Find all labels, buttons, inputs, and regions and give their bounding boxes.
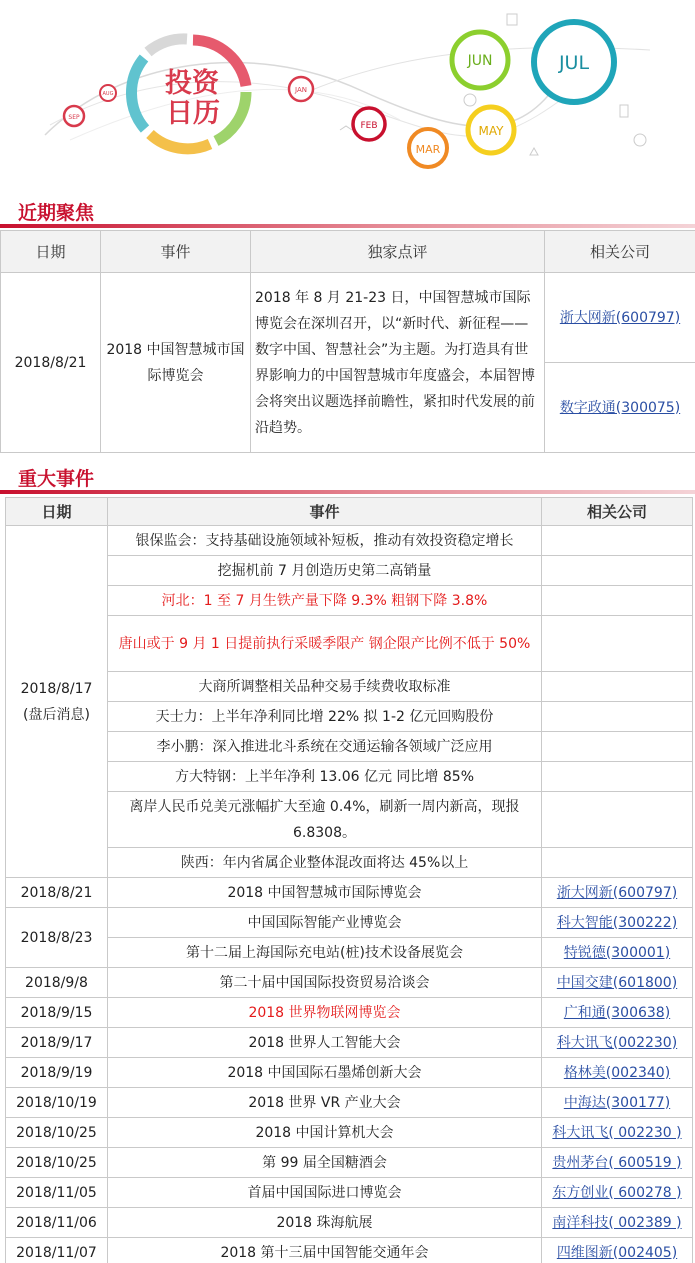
company-cell xyxy=(542,1058,693,1088)
focus-comment: 2018 年 8 月 21-23 日，中国智慧城市国际博览会在深圳召开，以“新时代、新征程——数字中国、智慧社会”为主题。为打造具有世界影响力的中国智慧城市年度盛会，本届智博会将突出议题选择前瞻性，紧扣时代发展的前沿趋势。 xyxy=(251,273,545,453)
table-row xyxy=(6,998,693,1028)
company-link[interactable]: 科大讯飞(002230) xyxy=(556,1034,678,1051)
event-cell: 挖掘机前 7 月创造历史第二高销量 xyxy=(108,556,542,586)
table-row xyxy=(6,1058,693,1088)
date-cell: 2018/9/8 xyxy=(6,968,108,998)
focus-table-header xyxy=(1,231,695,273)
table-row xyxy=(6,908,693,938)
company-cell xyxy=(542,998,693,1028)
date-cell: 2018/11/06 xyxy=(6,1208,108,1238)
event-cell: 首届中国国际进口博览会 xyxy=(108,1178,542,1208)
section-title-focus: 近期聚焦 xyxy=(18,202,95,224)
month-sep-label: SEP xyxy=(68,114,80,121)
calendar-doodle-icon xyxy=(507,14,517,25)
event-cell: 中国国际智能产业博览会 xyxy=(108,908,542,938)
table-row xyxy=(1,273,695,363)
company-link[interactable]: 贵州茅台( 600519 ) xyxy=(552,1154,682,1171)
header-company: 相关公司 xyxy=(545,231,695,273)
company-link[interactable]: 四维图新(002405) xyxy=(556,1244,678,1261)
month-jun-label: JUN xyxy=(467,53,493,69)
event-cell: 陕西：年内省属企业整体混改面将达 45%以上 xyxy=(108,848,542,878)
event-cell: 2018 中国国际石墨烯创新大会 xyxy=(108,1058,542,1088)
table-row xyxy=(6,1238,693,1263)
group-date-note: (盘后消息) xyxy=(23,706,90,723)
company-link[interactable]: 浙大网新(600797) xyxy=(559,309,681,326)
month-jul-icon xyxy=(534,22,614,102)
company-cell xyxy=(542,1088,693,1118)
header-date: 日期 xyxy=(6,498,108,526)
company-cell xyxy=(542,1118,693,1148)
event-cell: 李小鹏：深入推进北斗系统在交通运输各领域广泛应用 xyxy=(108,732,542,762)
mail-doodle-icon xyxy=(340,126,352,130)
month-sep-icon xyxy=(64,106,84,126)
logo-text-top: 投资 xyxy=(165,68,219,99)
table-row xyxy=(6,938,693,968)
event-cell: 银保监会：支持基础设施领域补短板，推动有效投资稳定增长 xyxy=(108,526,542,556)
table-row xyxy=(6,1028,693,1058)
pie-doodle-icon xyxy=(464,94,476,106)
table-row xyxy=(6,556,693,586)
month-jul-label: JUL xyxy=(558,52,590,74)
month-may-label: MAY xyxy=(478,124,504,138)
company-cell xyxy=(542,1178,693,1208)
company-link[interactable]: 浙大网新(600797) xyxy=(556,884,678,901)
month-jan-icon xyxy=(289,77,313,101)
table-row xyxy=(6,1208,693,1238)
group-date: 2018/8/17 xyxy=(20,680,93,697)
focus-table xyxy=(0,230,695,453)
event-cell: 第二十届中国国际投资贸易洽谈会 xyxy=(108,968,542,998)
company-cell xyxy=(542,586,693,616)
company-cell xyxy=(542,702,693,732)
date-cell: 2018/8/21 xyxy=(6,878,108,908)
event-cell: 方大特钢：上半年净利 13.06 亿元 同比增 85% xyxy=(108,762,542,792)
section-title-events: 重大事件 xyxy=(18,468,95,490)
company-cell xyxy=(542,1148,693,1178)
event-cell: 第十二届上海国际充电站(桩)技术设备展览会 xyxy=(108,938,542,968)
focus-event: 2018 中国智慧城市国际博览会 xyxy=(101,273,251,453)
company-cell xyxy=(542,938,693,968)
company-cell xyxy=(542,792,693,848)
company-link[interactable]: 科大讯飞( 002230 ) xyxy=(552,1124,682,1141)
header-event: 事件 xyxy=(101,231,251,273)
table-row xyxy=(6,732,693,762)
section-rule-focus xyxy=(0,224,695,228)
header-company: 相关公司 xyxy=(542,498,693,526)
date-cell: 2018/11/07 xyxy=(6,1238,108,1263)
event-cell: 2018 中国智慧城市国际博览会 xyxy=(108,878,542,908)
company-cell xyxy=(542,908,693,938)
date-cell: 2018/11/05 xyxy=(6,1178,108,1208)
company-cell xyxy=(542,616,693,672)
month-feb-icon xyxy=(353,108,385,140)
month-jan-label: JAN xyxy=(295,86,307,94)
table-row xyxy=(6,1118,693,1148)
event-cell: 2018 珠海航展 xyxy=(108,1208,542,1238)
date-cell: 2018/10/19 xyxy=(6,1088,108,1118)
table-row xyxy=(6,1088,693,1118)
company-cell xyxy=(542,968,693,998)
company-link[interactable]: 广和通(300638) xyxy=(563,1004,671,1021)
event-cell: 大商所调整相关品种交易手续费收取标准 xyxy=(108,672,542,702)
calendar-banner xyxy=(0,0,695,190)
table-row xyxy=(6,672,693,702)
month-jun-icon xyxy=(452,32,508,88)
company-cell xyxy=(542,732,693,762)
month-aug-label: AUG xyxy=(102,91,114,97)
company-link[interactable]: 数字政通(300075) xyxy=(559,399,681,416)
table-row xyxy=(6,878,693,908)
table-row xyxy=(6,586,693,616)
header-date: 日期 xyxy=(1,231,101,273)
month-may-icon xyxy=(468,107,514,153)
month-mar-label: MAR xyxy=(415,143,441,156)
company-link[interactable]: 格林美(002340) xyxy=(563,1064,671,1081)
event-cell: 2018 世界 VR 产业大会 xyxy=(108,1088,542,1118)
table-row xyxy=(6,792,693,848)
group-date-cell xyxy=(6,526,108,878)
date-cell: 2018/10/25 xyxy=(6,1118,108,1148)
events-table xyxy=(5,497,693,1263)
focus-date: 2018/8/21 xyxy=(1,273,101,453)
event-cell: 第 99 届全国糖酒会 xyxy=(108,1148,542,1178)
company-link[interactable]: 中国交建(601800) xyxy=(556,974,678,991)
event-cell-highlight: 唐山或于 9 月 1 日提前执行采暖季限产 钢企限产比例不低于 50% xyxy=(108,616,542,672)
company-cell xyxy=(542,762,693,792)
event-cell: 2018 世界人工智能大会 xyxy=(108,1028,542,1058)
bottle-doodle-icon xyxy=(620,105,628,117)
date-cell: 2018/9/15 xyxy=(6,998,108,1028)
date-cell: 2018/8/23 xyxy=(6,908,108,968)
company-cell xyxy=(542,672,693,702)
header-comment: 独家点评 xyxy=(251,231,545,273)
focus-company-cell xyxy=(545,273,695,363)
event-cell: 离岸人民币兑美元涨幅扩大至逾 0.4%，刷新一周内新高，现报 6.8308。 xyxy=(108,792,542,848)
event-cell-highlight: 河北：1 至 7 月生铁产量下降 9.3% 粗钢下降 3.8% xyxy=(108,586,542,616)
company-cell xyxy=(542,1028,693,1058)
header-event: 事件 xyxy=(108,498,542,526)
table-row xyxy=(6,1178,693,1208)
company-cell xyxy=(542,1238,693,1263)
table-row xyxy=(6,1148,693,1178)
company-cell xyxy=(542,878,693,908)
globe-doodle-icon xyxy=(634,134,646,146)
company-cell xyxy=(542,556,693,586)
event-cell: 2018 第十三届中国智能交通年会 xyxy=(108,1238,542,1263)
company-link[interactable]: 特锐德(300001) xyxy=(563,944,671,961)
month-feb-label: FEB xyxy=(360,121,378,131)
table-row xyxy=(6,848,693,878)
company-link[interactable]: 南洋科技( 002389 ) xyxy=(552,1214,682,1231)
table-row xyxy=(6,762,693,792)
focus-company-cell xyxy=(545,363,695,453)
company-cell xyxy=(542,848,693,878)
company-link[interactable]: 科大智能(300222) xyxy=(556,914,678,931)
event-cell-highlight: 2018 世界物联网博览会 xyxy=(108,998,542,1028)
table-row xyxy=(6,526,693,556)
section-rule-events xyxy=(0,490,695,494)
month-aug-icon xyxy=(100,85,116,101)
date-cell: 2018/9/19 xyxy=(6,1058,108,1088)
logo-text-bottom: 日历 xyxy=(166,98,220,129)
events-table-header xyxy=(6,498,693,526)
event-cell: 2018 中国计算机大会 xyxy=(108,1118,542,1148)
company-link[interactable]: 东方创业( 600278 ) xyxy=(552,1184,682,1201)
month-mar-icon xyxy=(409,129,447,167)
table-row xyxy=(6,968,693,998)
date-cell: 2018/9/17 xyxy=(6,1028,108,1058)
cone-doodle-icon xyxy=(530,148,538,155)
company-link[interactable]: 中海达(300177) xyxy=(563,1094,671,1111)
company-cell xyxy=(542,526,693,556)
table-row xyxy=(6,702,693,732)
company-cell xyxy=(542,1208,693,1238)
table-row xyxy=(6,616,693,672)
event-cell: 天士力：上半年净利同比增 22% 拟 1-2 亿元回购股份 xyxy=(108,702,542,732)
date-cell: 2018/10/25 xyxy=(6,1148,108,1178)
